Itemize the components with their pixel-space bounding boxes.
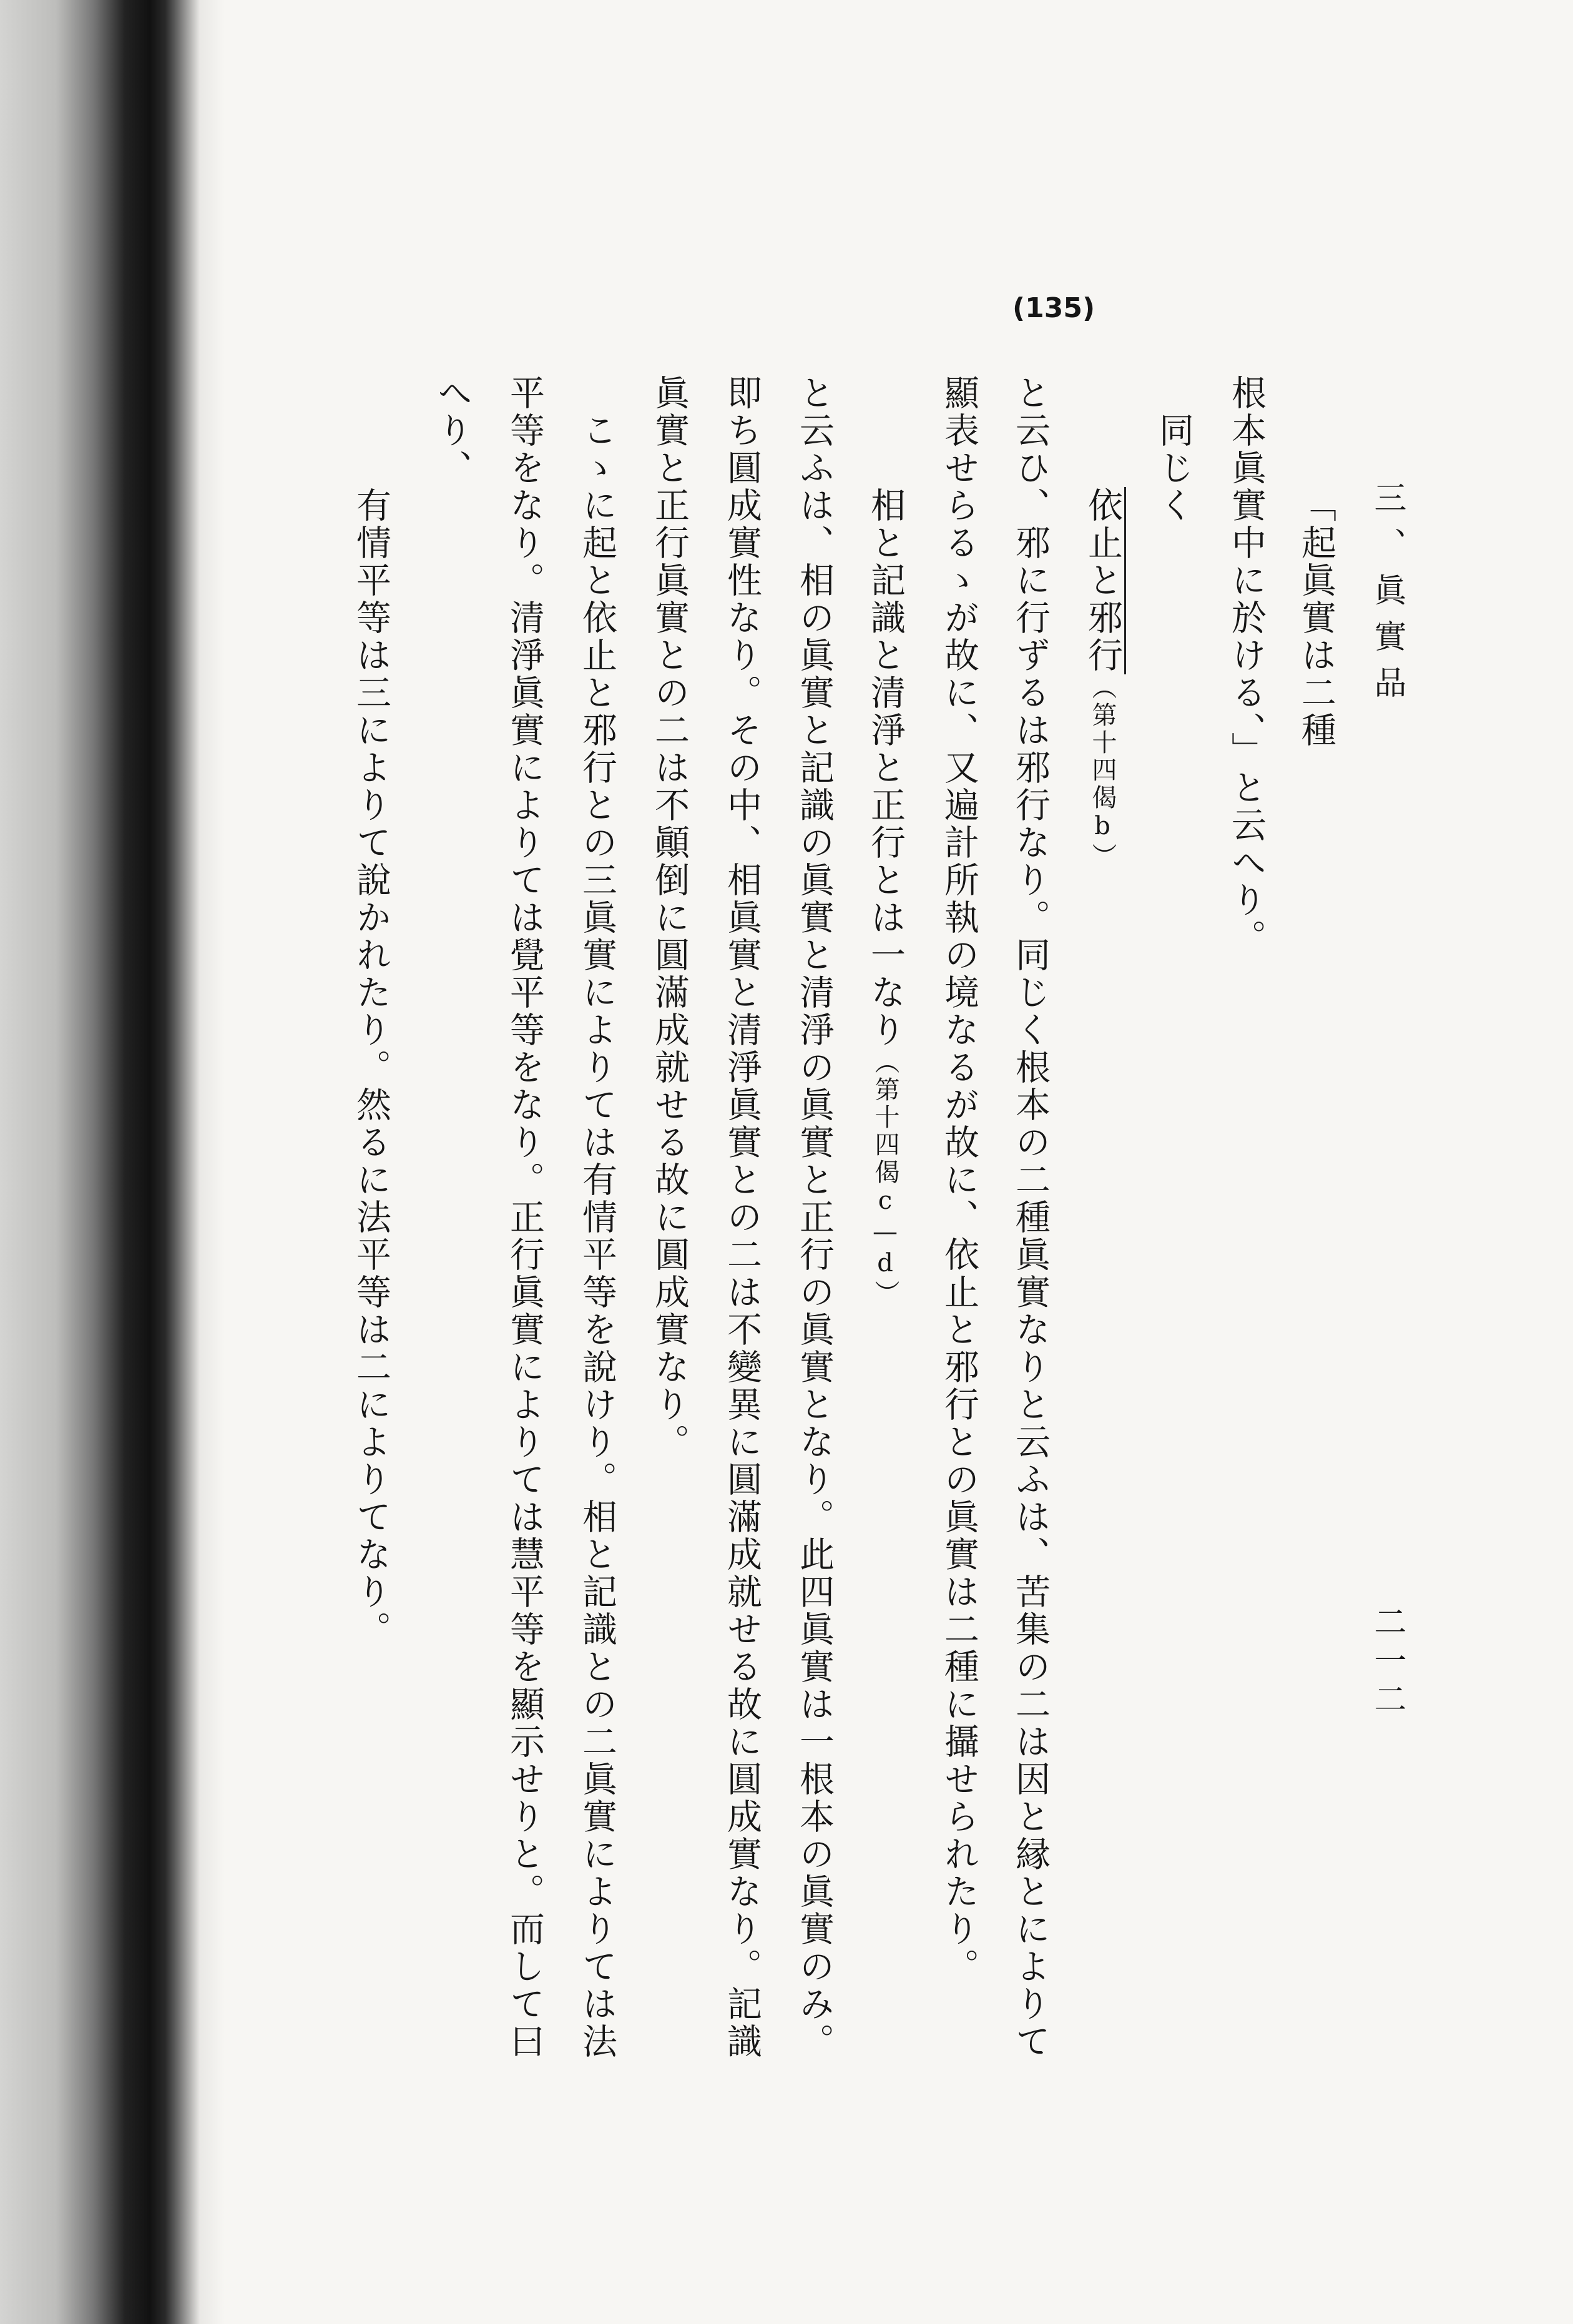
text-line-13: へり、 [432,375,473,487]
text-line-1: 「起眞實は二種 [1296,487,1336,749]
text-line-10: 眞實と正行眞實との二は不顚倒に圓滿成就せる故に圓成實なり。 [649,375,690,1461]
quote-text: 相と記識と清淨と正行とは一なり [865,487,906,1049]
verse-reference: （第十四偈b） [1088,674,1117,870]
scan-gutter-shadow [0,0,225,2324]
text-line-3: 同じく [1154,412,1194,524]
quote-text: 依止と邪行 [1082,487,1126,674]
page-number-kanji: 二一二 [1368,1605,1406,1721]
text-line-12: 平等をなり。清淨眞實によりては覺平等をなり。正行眞實によりては慧平等を顯示せりと。而して曰 [504,375,545,2061]
text-line-5: と云ひ、邪に行ずるは邪行なり。同じく根本の二種眞實なりと云ふは、苦集の二は因と縁とによりて [1010,375,1051,2061]
text-line-6: 顯表せらるゝが故に、又遍計所執の境なるが故に、依止と邪行との眞實は二種に攝せられたり。 [939,375,979,1986]
quote-line-7 [865,487,906,1307]
text-line-14: 有情平等は三によりて說かれたり。然るに法平等は二によりてなり。 [351,487,391,1648]
text-line-9: 即ち圓成實性なり。その中、相眞實と清淨眞實との二は不變異に圓滿成就せる故に圓成實なり。記識 [722,375,762,2061]
quote-line-4 [1082,487,1123,870]
page-number-parenthetical: (135) [1012,292,1095,324]
text-line-8: と云ふは、相の眞實と記識の眞實と清淨の眞實と正行の眞實となり。此四眞實は一根本の眞實のみ。 [794,375,835,2061]
running-title: 三、眞實品 [1368,481,1406,712]
text-line-2: 根本眞實中に於ける、」と云へり。 [1226,375,1267,957]
text-line-11: こゝに起と依止と邪行との三眞實によりては有情平等を說けり。相と記識との二眞實によりては法 [577,412,617,2061]
verse-reference: （第十四偈c—d） [871,1049,899,1307]
